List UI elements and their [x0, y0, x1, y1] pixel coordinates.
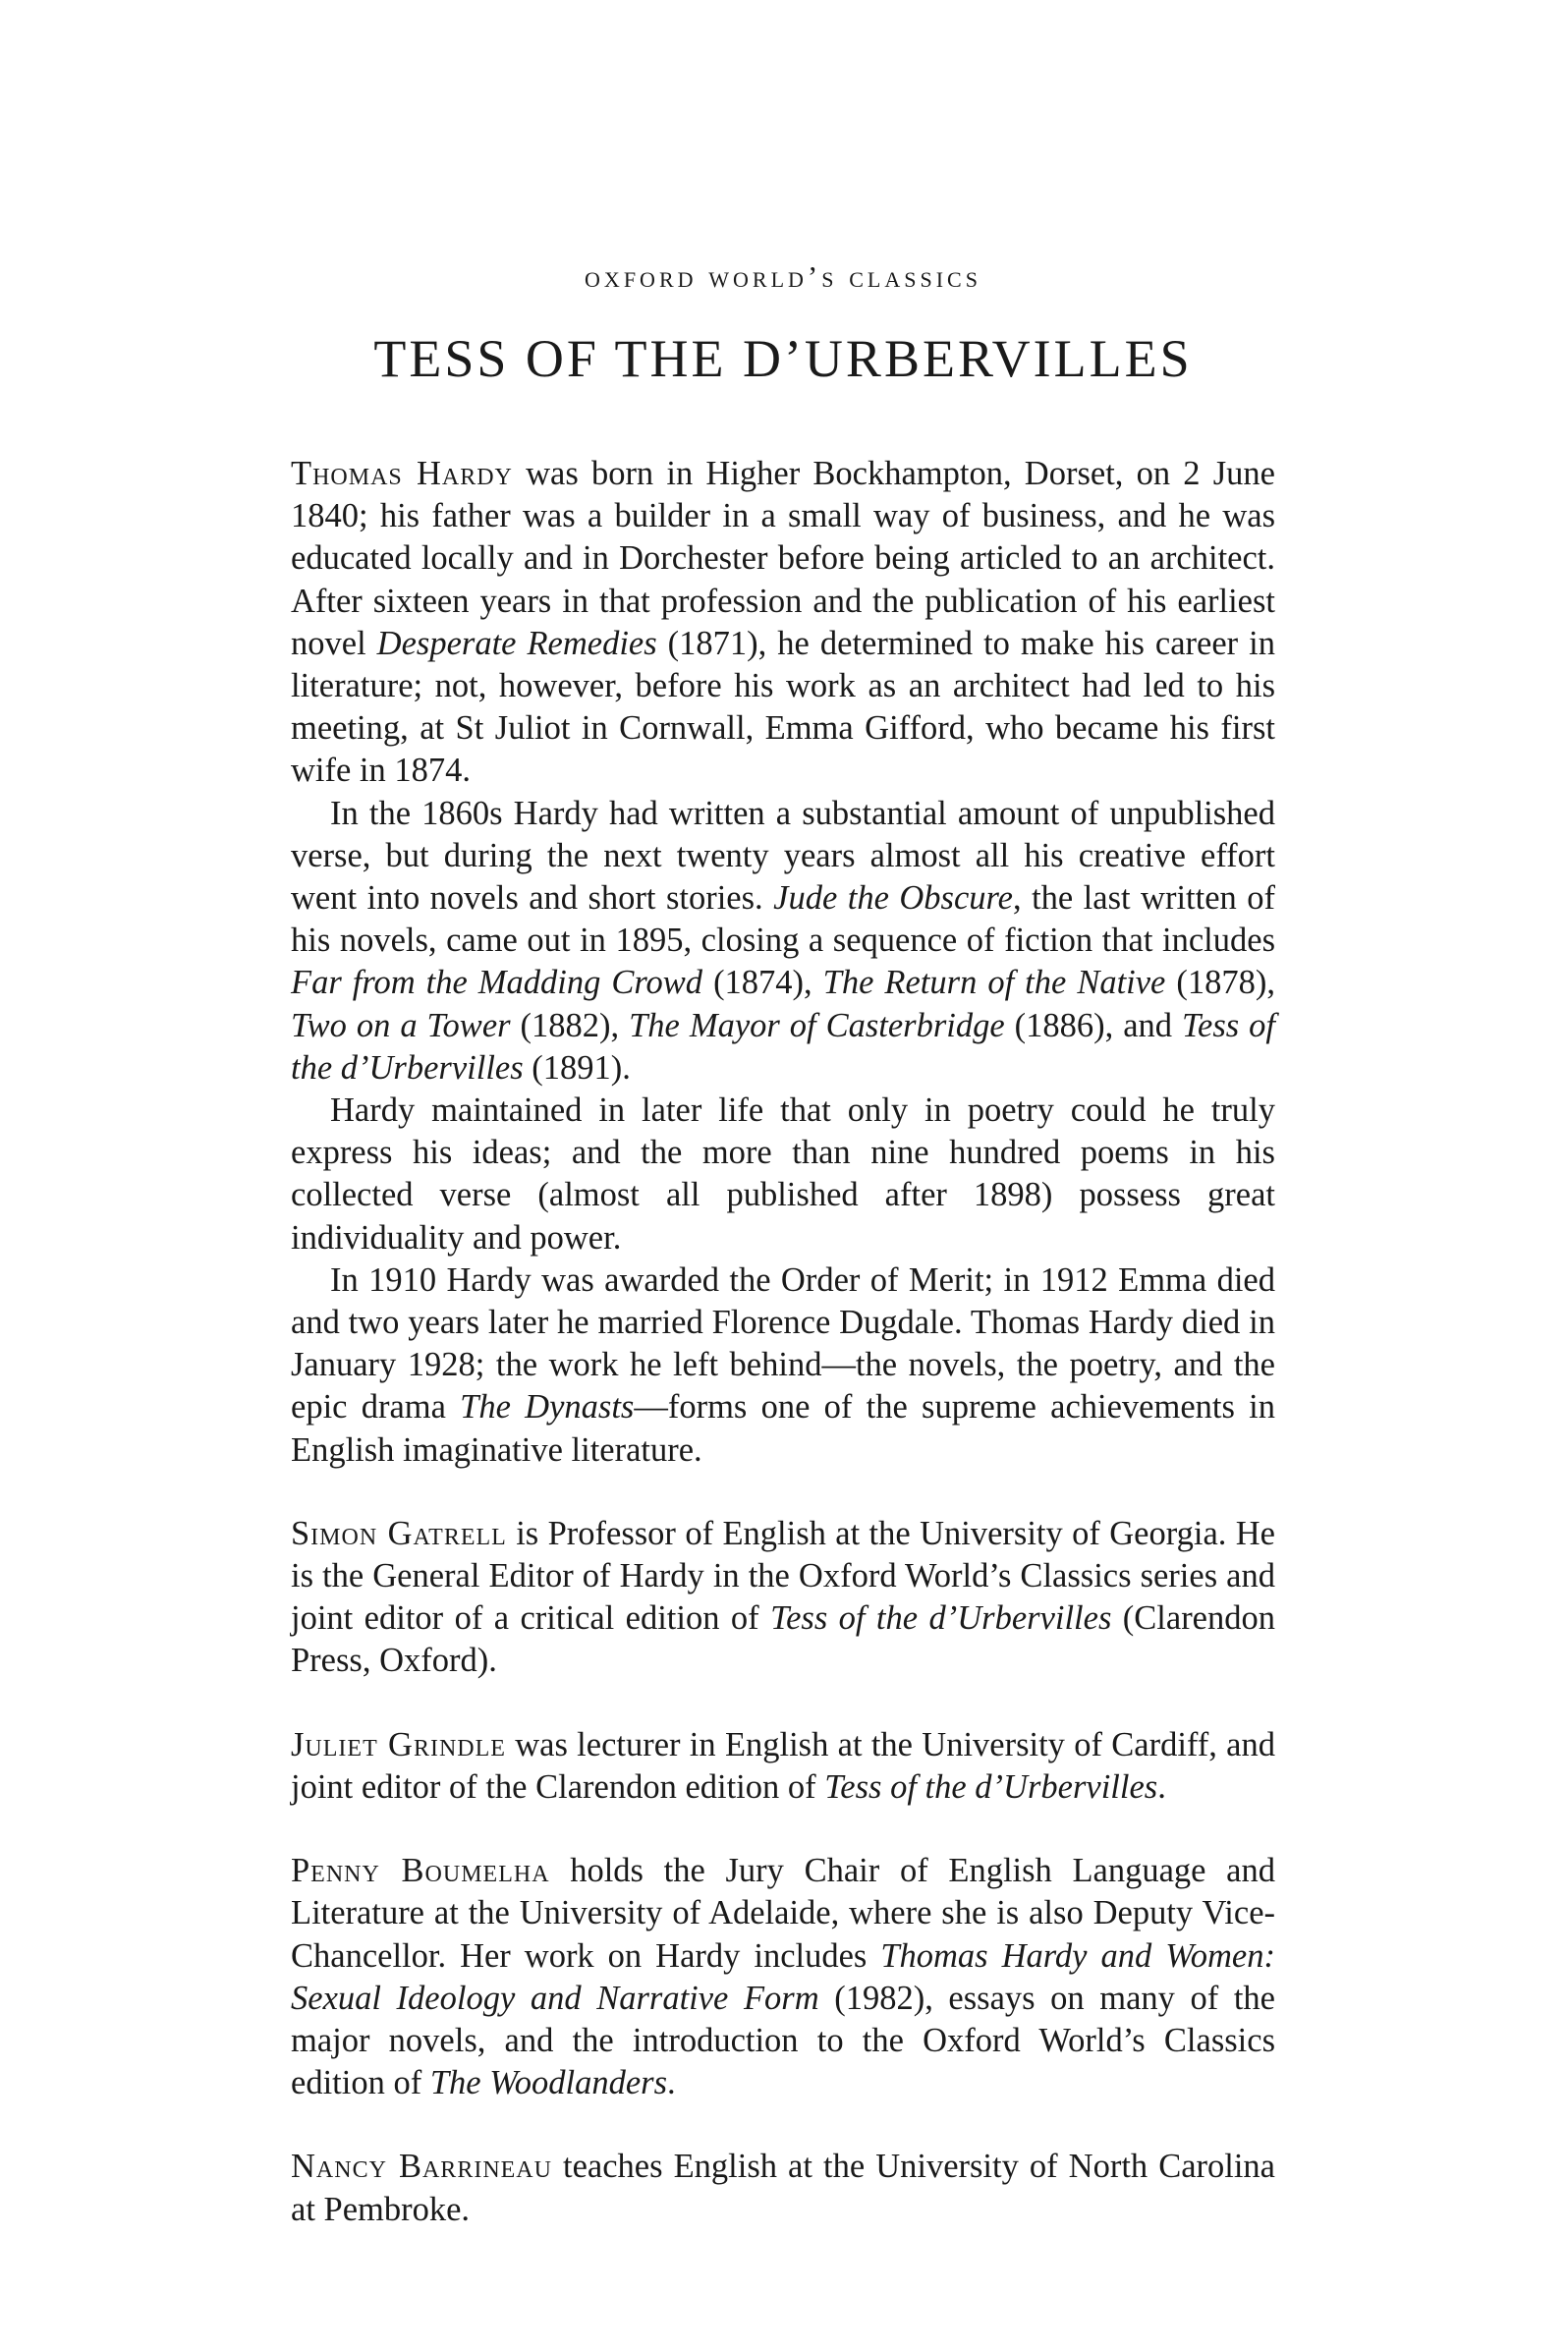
- book-reference: Far from the Madding Crowd: [291, 964, 703, 1002]
- author-name: Penny Boumelha: [291, 1852, 550, 1890]
- boumelha-bio: Penny Boumelha holds the Jury Chair of English Language and Literature at the University of Adelaide, where she is also Deputy Vice-Chancellor. Her work on Hardy includes Thomas Hardy and Women: Sexual Ideology and Narrative Form (1982), essays on many of the major novels, and the introduction to the Oxford World’s Classics edition of The Woodlanders.: [291, 1852, 1275, 2102]
- grindle-bio: Juliet Grindle was lecturer in English at the University of Cardiff, and joint editor of the Clarendon edition of Tess of the d’Urbervilles.: [291, 1725, 1275, 1806]
- book-reference: The Woodlanders: [429, 2064, 668, 2102]
- book-reference: Thomas Hardy and Women: Sexual Ideology and Narrative Form: [291, 1936, 1275, 2017]
- book-reference: The Mayor of Casterbridge: [629, 1006, 1005, 1044]
- book-reference: Desperate Remedies: [376, 624, 657, 662]
- hardy-bio-paragraph-4: In 1910 Hardy was awarded the Order of Merit; in 1912 Emma died and two years later he married Florence Dugdale. Thomas Hardy died in January 1928; the work he left behind—the novels, the poetry, and the epic drama The Dynasts—forms one of the supreme achievements in English imaginative literature.: [291, 1260, 1275, 1469]
- book-reference: The Dynasts: [460, 1388, 635, 1426]
- book-reference: Tess of the d’Urbervilles: [824, 1767, 1158, 1806]
- author-name: Thomas Hardy: [291, 455, 513, 492]
- author-name: Nancy Barrineau: [291, 2148, 552, 2186]
- book-reference: Tess of the d’Urbervilles: [291, 1006, 1275, 1087]
- biographical-notes: [291, 453, 1275, 2231]
- author-name: Juliet Grindle: [291, 1725, 506, 1763]
- hardy-bio-paragraph-2: In the 1860s Hardy had written a substantial amount of unpublished verse, but during the next twenty years almost all his creative effort went into novels and short stories. Jude the Obscure, the last written of his novels, came out in 1895, closing a sequence of fiction that includes Far from the Madding Crowd (1874), The Return of the Native (1878), Two on a Tower (1882), The Mayor of Casterbridge (1886), and Tess of the d’Urbervilles (1891).: [291, 794, 1275, 1087]
- series-heading: oxford world’s classics: [585, 259, 981, 294]
- book-reference: Jude the Obscure: [773, 879, 1013, 918]
- barrineau-bio: Nancy Barrineau teaches English at the University of North Carolina at Pembroke.: [291, 2148, 1275, 2228]
- book-reference: The Return of the Native: [822, 964, 1166, 1002]
- gatrell-bio: Simon Gatrell is Professor of English at the University of Georgia. He is the General Editor of Hardy in the Oxford World’s Classics series and joint editor of a critical edition of Tess of the d’Urbervilles (Clarendon Press, Oxford).: [291, 1514, 1275, 1680]
- hardy-bio-paragraph-1: Thomas Hardy was born in Higher Bockhampton, Dorset, on 2 June 1840; his father was a builder in a small way of business, and he was educated locally and in Dorchester before being articled to an architect. After sixteen years in that profession and the publication of his earliest novel Desperate Remedies (1871), he determined to make his career in literature; not, however, before his work as an architect had led to his meeting, at St Juliot in Cornwall, Emma Gifford, who became his first wife in 1874.: [291, 455, 1276, 790]
- book-reference: Tess of the d’Urbervilles: [770, 1599, 1112, 1638]
- author-name: Simon Gatrell: [291, 1514, 507, 1552]
- hardy-bio-paragraph-3: Hardy maintained in later life that only in poetry could he truly express his ideas; and the more than nine hundred poems in his collected verse (almost all published after 1898) possess great individuality and power.: [291, 1091, 1275, 1257]
- book-title: TESS OF THE D’URBERVILLES: [373, 329, 1193, 388]
- book-reference: Two on a Tower: [291, 1006, 511, 1044]
